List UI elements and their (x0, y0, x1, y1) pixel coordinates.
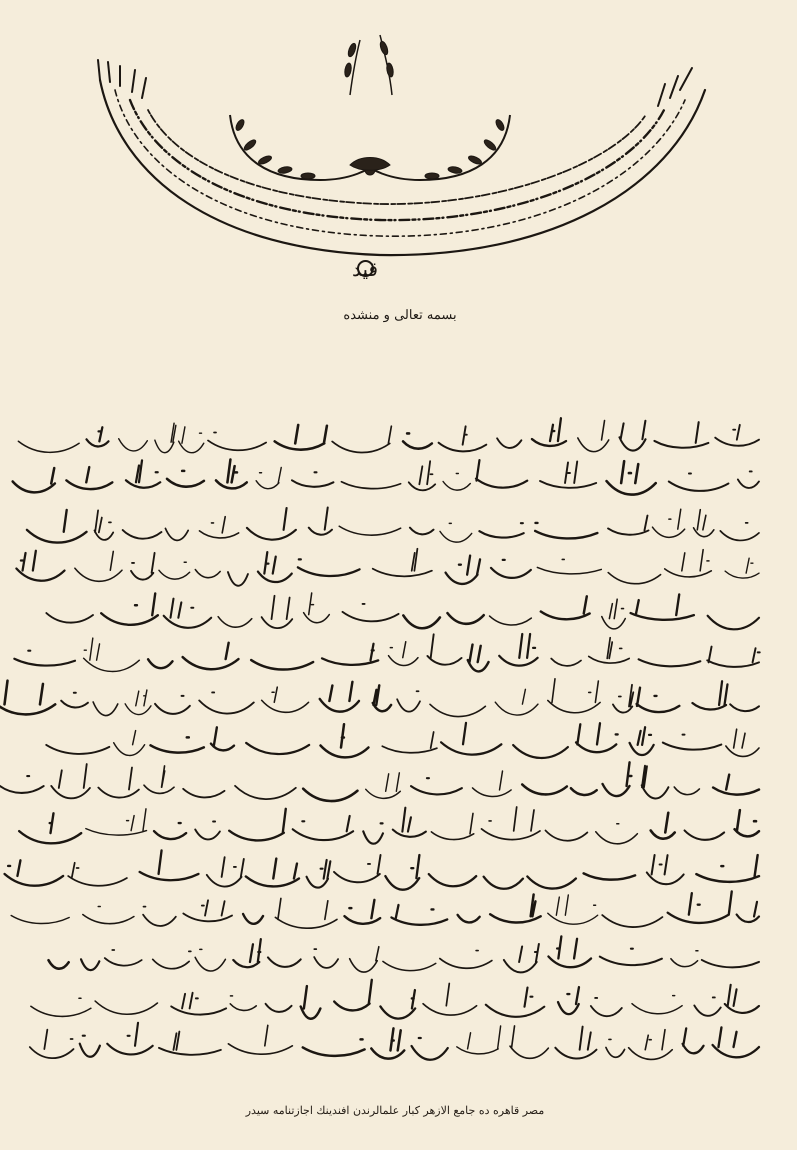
ink-stroke (16, 551, 64, 581)
basmala-line: بسمه تعالى و منشده (343, 308, 457, 323)
ink-stroke (371, 1029, 404, 1059)
manuscript-line (34, 936, 766, 979)
ink-stroke (720, 522, 759, 540)
ink-stroke (403, 433, 432, 448)
ink-stroke (153, 951, 191, 968)
manuscript-line (34, 632, 766, 675)
ink-stroke (654, 422, 708, 448)
manuscript-line (34, 762, 766, 805)
ink-stroke (298, 559, 360, 576)
ink-stroke (251, 661, 313, 670)
ink-stroke (630, 727, 654, 755)
ink-stroke (275, 425, 327, 450)
ink-stroke (423, 983, 477, 1015)
ink-stroke (589, 638, 629, 663)
ink-stroke (339, 526, 400, 535)
ink-stroke (304, 593, 330, 623)
ink-stroke (183, 643, 239, 669)
manuscript-line (34, 849, 766, 892)
ink-stroke (101, 594, 158, 625)
ink-stroke (13, 468, 55, 492)
ink-stroke (674, 787, 699, 795)
ink-stroke (159, 562, 190, 579)
ink-stroke (0, 680, 55, 714)
ink-stroke (165, 528, 188, 540)
ink-stroke (0, 776, 44, 793)
ink-stroke (344, 900, 380, 924)
ink-stroke (195, 821, 220, 839)
ink-stroke (440, 950, 492, 968)
ink-stroke (61, 693, 88, 708)
ink-stroke (51, 764, 90, 798)
ink-stroke (332, 426, 391, 452)
ink-stroke (183, 789, 224, 798)
ink-stroke (411, 779, 462, 795)
ink-stroke (114, 731, 145, 756)
manuscript-body (34, 416, 766, 1056)
laurel-wreath (230, 35, 510, 180)
ink-stroke (385, 855, 419, 890)
ink-stroke (334, 855, 381, 882)
ink-stroke (307, 860, 331, 888)
ink-stroke (737, 902, 759, 922)
ink-stroke (389, 642, 418, 666)
ink-stroke (266, 1004, 292, 1012)
manuscript-line (34, 589, 766, 632)
ink-stroke (429, 874, 476, 886)
ink-stroke (228, 572, 248, 586)
ink-stroke (591, 998, 622, 1016)
ink-stroke (606, 1040, 625, 1058)
ink-stroke (87, 427, 109, 446)
ink-stroke (608, 515, 648, 534)
ink-stroke (391, 905, 447, 925)
ink-stroke (144, 766, 174, 793)
manuscript-line (34, 806, 766, 849)
ink-stroke (535, 523, 597, 539)
ink-stroke (600, 948, 662, 964)
ink-stroke (154, 823, 186, 839)
ink-stroke (725, 558, 759, 578)
qayd-heading: قيد (351, 257, 379, 281)
ink-stroke (66, 467, 112, 489)
ink-stroke (393, 807, 426, 836)
ink-stroke (441, 723, 501, 755)
ink-stroke (491, 560, 531, 578)
ink-stroke (243, 914, 263, 924)
ink-stroke (303, 789, 357, 801)
ink-stroke (468, 645, 489, 672)
ink-stroke (607, 462, 656, 495)
ink-stroke (482, 807, 540, 840)
ink-stroke (155, 423, 176, 452)
ink-stroke (334, 980, 372, 1011)
heading-circle-mark (357, 260, 374, 277)
manuscript-line (34, 459, 766, 502)
ink-stroke (522, 785, 567, 795)
ink-stroke (126, 461, 160, 488)
manuscript-line (34, 676, 766, 719)
ink-stroke (578, 421, 609, 452)
ink-stroke (410, 527, 434, 534)
ink-stroke (167, 471, 204, 487)
ink-stroke (230, 996, 256, 1011)
ink-stroke (631, 595, 694, 620)
ink-stroke (558, 987, 579, 1014)
ink-stroke (629, 1030, 673, 1060)
ink-stroke (403, 616, 440, 629)
ink-stroke (373, 685, 391, 711)
ink-stroke (440, 523, 472, 542)
ink-stroke (123, 530, 162, 539)
ink-stroke (199, 692, 254, 713)
ink-stroke (685, 830, 725, 839)
ink-stroke (603, 763, 632, 797)
ink-stroke (619, 421, 645, 451)
ink-stroke (715, 425, 759, 446)
ink-stroke (94, 510, 113, 539)
ink-stroke (555, 1027, 596, 1059)
ink-stroke (484, 877, 523, 889)
ink-stroke (11, 916, 69, 924)
ink-stroke (473, 771, 512, 796)
ink-stroke (228, 1026, 292, 1055)
manuscript-line (34, 546, 766, 589)
ink-stroke (140, 850, 199, 880)
ink-stroke (46, 745, 109, 754)
ink-stroke (151, 737, 204, 752)
ink-stroke (694, 997, 720, 1015)
ink-stroke (246, 859, 299, 887)
ink-stroke (639, 660, 701, 667)
manuscript-line (34, 892, 766, 935)
ink-stroke (545, 830, 587, 840)
ink-stroke (548, 679, 600, 713)
ink-stroke (309, 507, 332, 534)
ink-stroke (84, 639, 140, 672)
ink-stroke (350, 946, 379, 971)
ink-stroke (218, 617, 252, 628)
ink-stroke (211, 727, 234, 750)
ink-stroke (613, 685, 633, 713)
ink-stroke (602, 915, 662, 927)
ink-stroke (98, 768, 139, 798)
ink-stroke (548, 936, 591, 967)
ink-stroke (596, 823, 638, 843)
ink-stroke (735, 810, 759, 836)
ink-stroke (652, 509, 684, 537)
ink-stroke (83, 907, 134, 924)
ink-stroke (707, 647, 759, 667)
ink-stroke (143, 907, 176, 926)
ink-stroke (637, 687, 680, 711)
ink-stroke (548, 895, 598, 924)
ink-stroke (495, 689, 538, 715)
ink-stroke (86, 809, 147, 835)
ink-stroke (148, 660, 172, 669)
ink-stroke (159, 1032, 221, 1055)
ink-stroke (155, 696, 190, 714)
ink-stroke (195, 949, 225, 971)
ink-stroke (366, 773, 401, 798)
ink-stroke (5, 860, 64, 885)
ink-stroke (125, 690, 151, 715)
ink-stroke (207, 857, 244, 886)
ink-stroke (651, 812, 675, 838)
ink-stroke (490, 895, 540, 923)
ink-stroke (292, 473, 333, 487)
ink-stroke (642, 766, 669, 799)
ink-stroke (430, 704, 485, 716)
ink-stroke (195, 569, 220, 577)
ink-stroke (46, 613, 93, 623)
ink-stroke (247, 508, 296, 540)
ink-stroke (458, 915, 480, 923)
ink-stroke (551, 659, 581, 666)
ink-stroke (683, 1028, 704, 1053)
ink-stroke (258, 552, 292, 582)
ink-stroke (18, 441, 79, 452)
ink-stroke (540, 462, 596, 488)
ink-stroke (439, 426, 487, 451)
ink-stroke (692, 681, 727, 709)
ink-stroke (713, 775, 759, 795)
manuscript-line (34, 979, 766, 1022)
ink-stroke (537, 559, 601, 573)
ink-stroke (443, 474, 470, 491)
ink-stroke (320, 682, 359, 712)
ink-stroke (647, 855, 684, 884)
ink-stroke (730, 704, 759, 711)
ink-stroke (343, 604, 399, 621)
manuscript-line (34, 1022, 766, 1065)
calligraphic-arc (98, 60, 705, 255)
ink-stroke (293, 816, 353, 840)
ink-stroke (320, 724, 368, 757)
ink-stroke (262, 596, 293, 628)
ink-stroke (541, 597, 590, 620)
ink-stroke (373, 549, 432, 577)
ink-stroke (513, 745, 568, 758)
ink-stroke (81, 959, 99, 970)
ink-stroke (268, 957, 301, 966)
ink-stroke (696, 855, 759, 882)
ink-stroke (486, 987, 544, 1016)
ink-stroke (527, 876, 575, 888)
ink-stroke (183, 901, 232, 922)
manuscript-line (34, 719, 766, 762)
decorative-header (80, 20, 740, 280)
ink-stroke (105, 950, 142, 966)
ink-stroke (584, 873, 635, 879)
ink-stroke (497, 438, 521, 448)
ink-stroke (427, 635, 461, 665)
manuscript-line (34, 416, 766, 459)
ink-stroke (380, 990, 415, 1019)
ink-stroke (229, 808, 286, 840)
ink-stroke (602, 599, 625, 629)
ink-stroke (510, 1026, 548, 1058)
ink-stroke (663, 735, 722, 750)
ink-stroke (431, 813, 473, 839)
ink-stroke (341, 482, 400, 489)
ink-stroke (19, 813, 81, 843)
ink-stroke (694, 509, 714, 536)
ink-stroke (314, 949, 338, 968)
ink-stroke (446, 555, 480, 583)
ink-stroke (665, 550, 712, 577)
ink-stroke (576, 723, 618, 752)
ink-stroke (171, 993, 226, 1015)
ink-stroke (571, 789, 597, 796)
ink-stroke (608, 572, 660, 583)
ink-stroke (702, 960, 759, 967)
ink-stroke (668, 892, 732, 924)
ink-stroke (708, 616, 759, 630)
ink-stroke (233, 939, 260, 967)
ink-stroke (208, 432, 266, 450)
ink-stroke (27, 510, 87, 543)
ink-stroke (490, 616, 532, 625)
ink-stroke (713, 1028, 759, 1058)
ink-stroke (95, 1001, 157, 1014)
ink-stroke (256, 468, 281, 489)
ink-stroke (14, 651, 75, 666)
ink-stroke (476, 460, 527, 488)
ink-stroke (179, 427, 204, 453)
ink-stroke (383, 961, 436, 970)
ink-stroke (363, 823, 383, 843)
ink-stroke (275, 899, 337, 929)
ink-stroke (726, 729, 759, 756)
ink-stroke (262, 687, 309, 712)
ink-stroke (671, 950, 698, 966)
ink-stroke (725, 985, 759, 1013)
ink-stroke (301, 986, 321, 1019)
ink-stroke (68, 863, 127, 886)
ink-stroke (119, 439, 148, 451)
ink-stroke (246, 743, 309, 754)
ink-stroke (669, 474, 729, 491)
ink-stroke (31, 998, 91, 1016)
ink-stroke (93, 702, 118, 716)
ink-stroke (199, 516, 238, 537)
footer-note: مصر قاهره ده جامع الازهر كبار علمالرندن افندينك اجازتنامه سيدر (245, 1104, 545, 1117)
ink-stroke (303, 1040, 365, 1056)
ink-stroke (107, 1023, 152, 1055)
ink-stroke (504, 944, 539, 972)
ink-stroke (75, 551, 122, 581)
ink-stroke (738, 472, 759, 489)
ink-stroke (479, 523, 523, 537)
ink-stroke (532, 418, 566, 446)
ink-stroke (632, 996, 682, 1014)
ink-stroke (499, 634, 537, 666)
ink-stroke (80, 1036, 100, 1057)
ink-stroke (216, 460, 247, 489)
ink-stroke (409, 461, 435, 490)
ink-stroke (397, 691, 420, 711)
ink-stroke (382, 732, 437, 753)
ink-stroke (49, 960, 69, 968)
ink-stroke (164, 599, 212, 628)
ink-stroke (30, 1030, 74, 1058)
ink-stroke (131, 553, 155, 580)
ink-stroke (235, 786, 296, 799)
ink-stroke (322, 644, 378, 665)
ink-stroke (457, 1026, 501, 1054)
ink-stroke (412, 1038, 448, 1060)
manuscript-line (34, 503, 766, 546)
ink-stroke (447, 613, 483, 624)
